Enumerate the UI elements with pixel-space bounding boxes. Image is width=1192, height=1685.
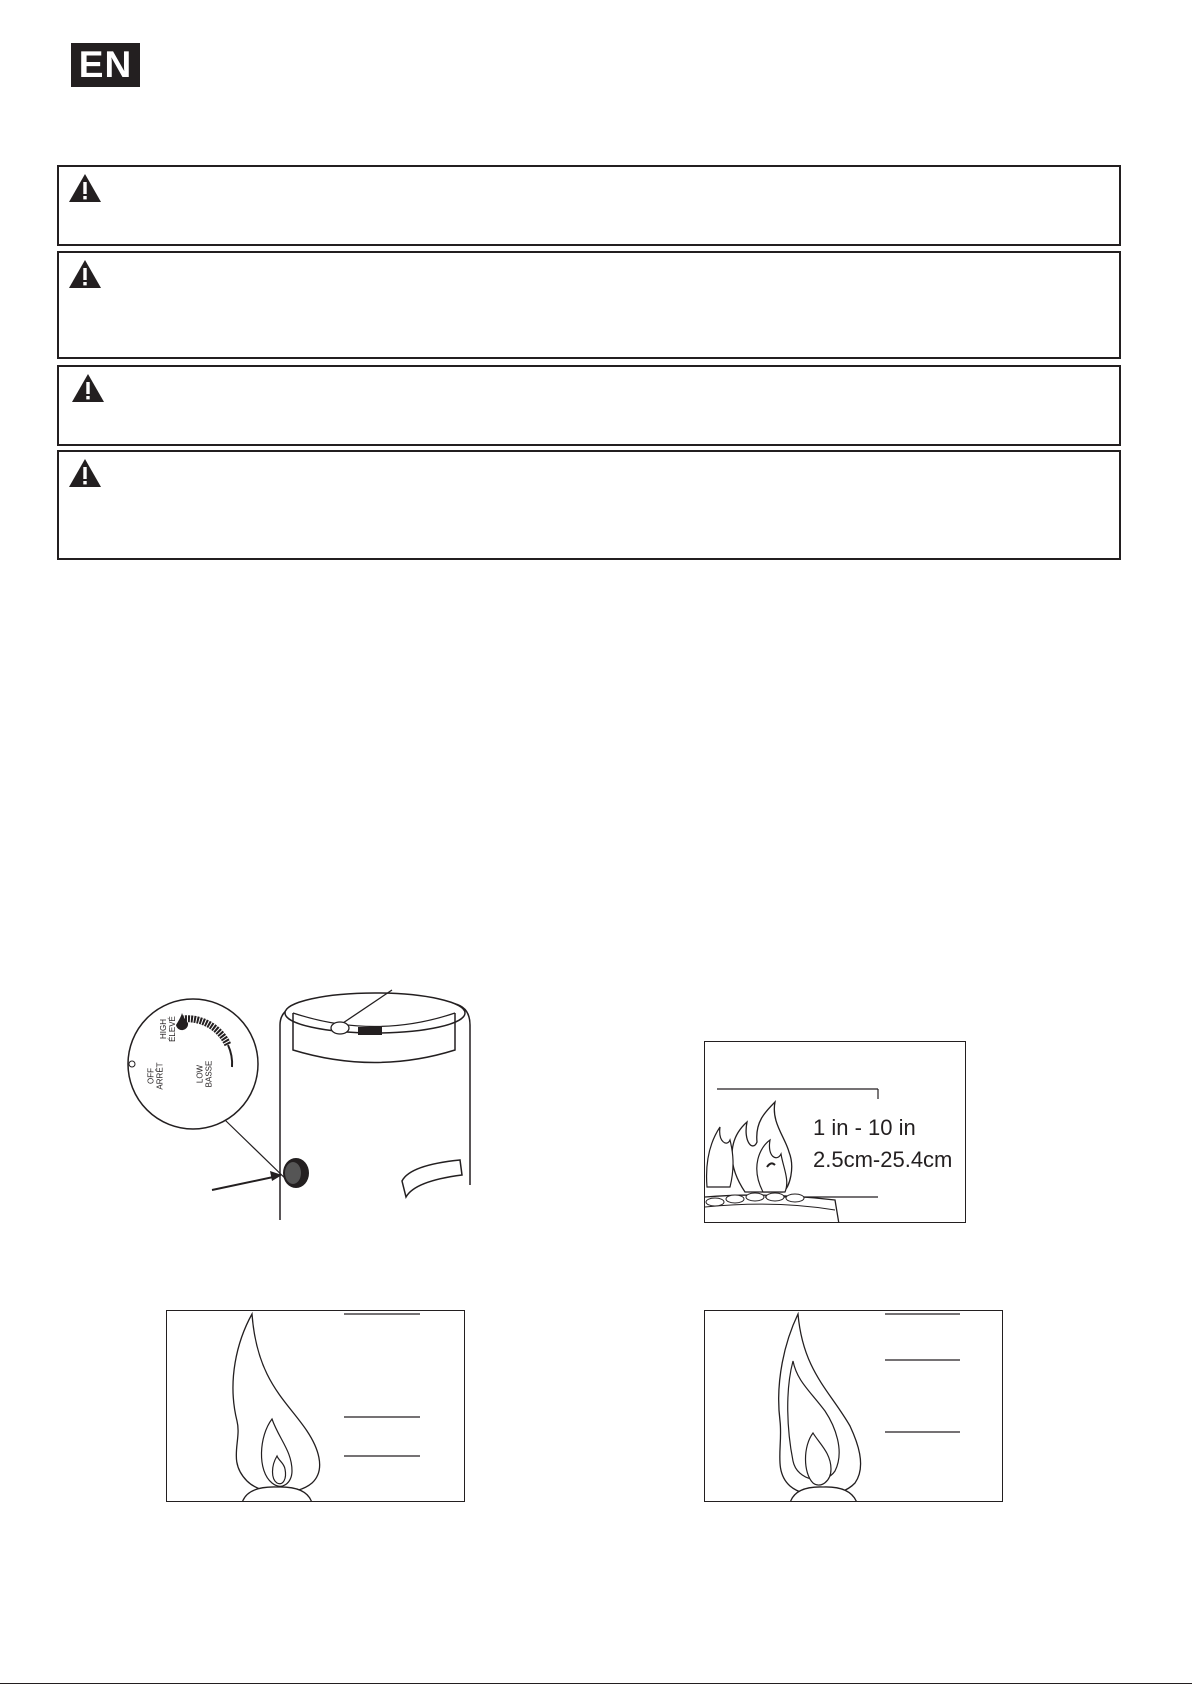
flame-height-metric: 2.5cm-25.4cm xyxy=(813,1147,953,1172)
flame-diagram-left xyxy=(166,1310,465,1502)
warning-triangle-icon xyxy=(68,458,102,493)
dial-off-label: OFF ARRÊT xyxy=(146,1062,165,1090)
warning-box-3 xyxy=(57,365,1121,446)
warning-box-2 xyxy=(57,251,1121,359)
warning-box-1 xyxy=(57,165,1121,246)
flame-diagram-right xyxy=(704,1310,1003,1502)
warning-triangle-icon xyxy=(71,373,105,408)
warning-triangle-icon xyxy=(68,259,102,294)
language-badge: EN xyxy=(71,43,140,87)
footer-rule xyxy=(0,1683,1192,1684)
flame-height-illustration xyxy=(704,1041,966,1223)
dial-low-label: LOW BASSE xyxy=(195,1060,214,1088)
flame-height-imperial: 1 in - 10 in xyxy=(813,1115,916,1140)
warning-box-4 xyxy=(57,450,1121,560)
warning-triangle-icon xyxy=(68,173,102,208)
fire-pit-knob-illustration xyxy=(110,985,490,1225)
dial-high-label: HIGH ÉLEVÉ xyxy=(158,1016,177,1042)
